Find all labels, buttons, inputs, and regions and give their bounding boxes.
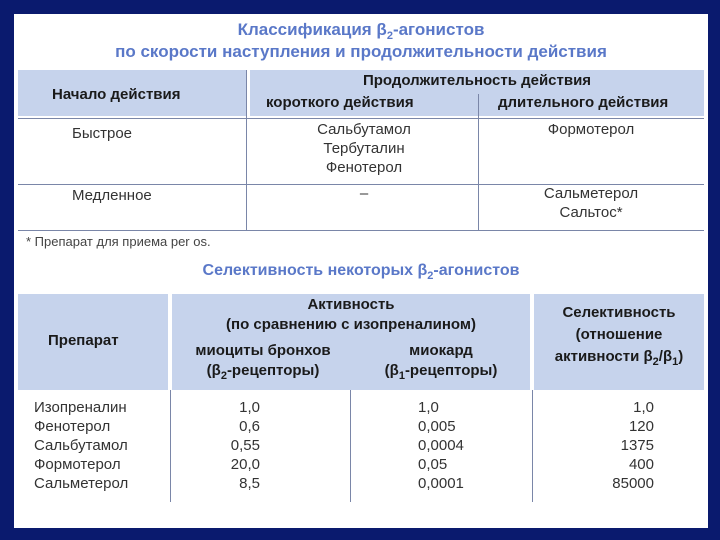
header-myocard: миокард <box>409 342 473 359</box>
footnote: * Препарат для приема per os. <box>26 234 211 249</box>
slide-title-3 <box>14 262 708 282</box>
drug-salmeterol: Сальметерол <box>543 185 639 202</box>
title1-sub: 2 <box>386 30 393 42</box>
myocard2-b: -рецепторы) <box>404 362 498 379</box>
header-long: длительного действия <box>498 94 669 111</box>
sel3-sub2: 1 <box>672 356 679 368</box>
header-selectivity: Селективность <box>562 304 676 321</box>
sel3-mid: /β <box>658 348 673 365</box>
selectivity-column <box>554 398 654 493</box>
myocard-value: 0,05 <box>418 456 448 473</box>
bronchi-value: 0,55 <box>230 437 260 454</box>
sel3-a: активности β <box>554 348 653 365</box>
header-selectivity-cell <box>534 294 704 390</box>
selectivity-value: 1375 <box>620 437 654 454</box>
header-activity: Активность <box>307 296 395 313</box>
myocard-value: 1,0 <box>418 399 439 416</box>
myocard-value: 0,005 <box>418 418 456 435</box>
sel3-sub1: 2 <box>652 356 659 368</box>
header-onset-cell <box>18 70 246 116</box>
header-duration: Продолжительность действия <box>362 72 592 89</box>
myocard-value: 0,0001 <box>418 475 464 492</box>
header-drug: Препарат <box>48 332 119 349</box>
header-bronchi-2 <box>178 362 348 382</box>
row-onset-slow: Медленное <box>72 187 152 204</box>
t1-vline-1 <box>246 70 247 230</box>
drug-terbutaline: Тербуталин <box>323 140 405 157</box>
header-selectivity-2: (отношение <box>575 326 663 343</box>
row-onset-fast: Быстрое <box>72 125 133 142</box>
t1-hline-3 <box>18 230 704 231</box>
bronchi2-a: (β <box>206 362 221 379</box>
bronchi2-sub: 2 <box>220 370 227 382</box>
sel3-b: ) <box>678 348 684 365</box>
selectivity-value: 400 <box>628 456 654 473</box>
bronchi-value: 8,5 <box>239 475 260 492</box>
selectivity-value: 120 <box>628 418 654 435</box>
header-selectivity-3 <box>534 348 704 368</box>
myocard2-sub: 1 <box>398 370 405 382</box>
drug-row: Сальбутамол <box>34 437 128 454</box>
t2-vline-3 <box>532 390 533 502</box>
slide <box>14 14 708 528</box>
header-drug-cell <box>18 294 168 390</box>
bronchi-value: 20,0 <box>230 456 260 473</box>
row-slow-short: – <box>359 185 369 202</box>
t1-hline-1 <box>18 118 704 119</box>
title3-sub: 2 <box>427 270 434 282</box>
header-onset: Начало действия <box>52 86 181 103</box>
slide-title-2: по скорости наступления и продолжительности действия <box>115 42 607 61</box>
title3-suffix: -агонистов <box>433 262 520 279</box>
slide-title-1 <box>14 20 708 42</box>
title3-beta: β <box>417 262 428 279</box>
selectivity-value: 1,0 <box>633 399 654 416</box>
drug-row: Фенотерол <box>34 418 111 435</box>
title3-prefix: Селективность некоторых <box>202 262 418 279</box>
drug-salbutamol: Сальбутамол <box>317 121 411 138</box>
myocard2-a: (β <box>384 362 399 379</box>
row-fast-short <box>254 120 474 177</box>
row-slow-long <box>484 184 698 222</box>
bronchi-value: 1,0 <box>239 399 260 416</box>
header-activity-cell <box>172 294 530 390</box>
bronchi-value: 0,6 <box>239 418 260 435</box>
title1-prefix: Классификация <box>237 20 377 39</box>
t2-vline-1 <box>170 390 171 502</box>
title1-suffix: -агонистов <box>392 20 485 39</box>
myocard-value: 0,0004 <box>418 437 464 454</box>
drugs-column <box>34 398 128 493</box>
t2-vline-2 <box>350 390 351 502</box>
selectivity-value: 85000 <box>612 475 654 492</box>
myocard-column <box>418 398 518 493</box>
header-myocard-2 <box>356 362 526 382</box>
header-bronchi: миоциты бронхов <box>195 342 331 359</box>
drug-row: Сальметерол <box>34 475 129 492</box>
drug-saltos: Сальтос* <box>559 204 623 221</box>
drug-fenoterol: Фенотерол <box>325 159 403 176</box>
drug-row: Формотерол <box>34 456 121 473</box>
bronchi2-b: -рецепторы) <box>226 362 320 379</box>
header-activity-2: (по сравнению с изопреналином) <box>226 316 476 333</box>
title1-beta: β <box>376 20 387 39</box>
t1-vline-2 <box>478 94 479 230</box>
header-duration-cell <box>250 70 704 116</box>
bronchi-column <box>174 398 260 493</box>
drug-row: Изопреналин <box>34 399 127 416</box>
header-short: короткого действия <box>266 94 414 111</box>
row-fast-long: Формотерол <box>547 121 635 138</box>
